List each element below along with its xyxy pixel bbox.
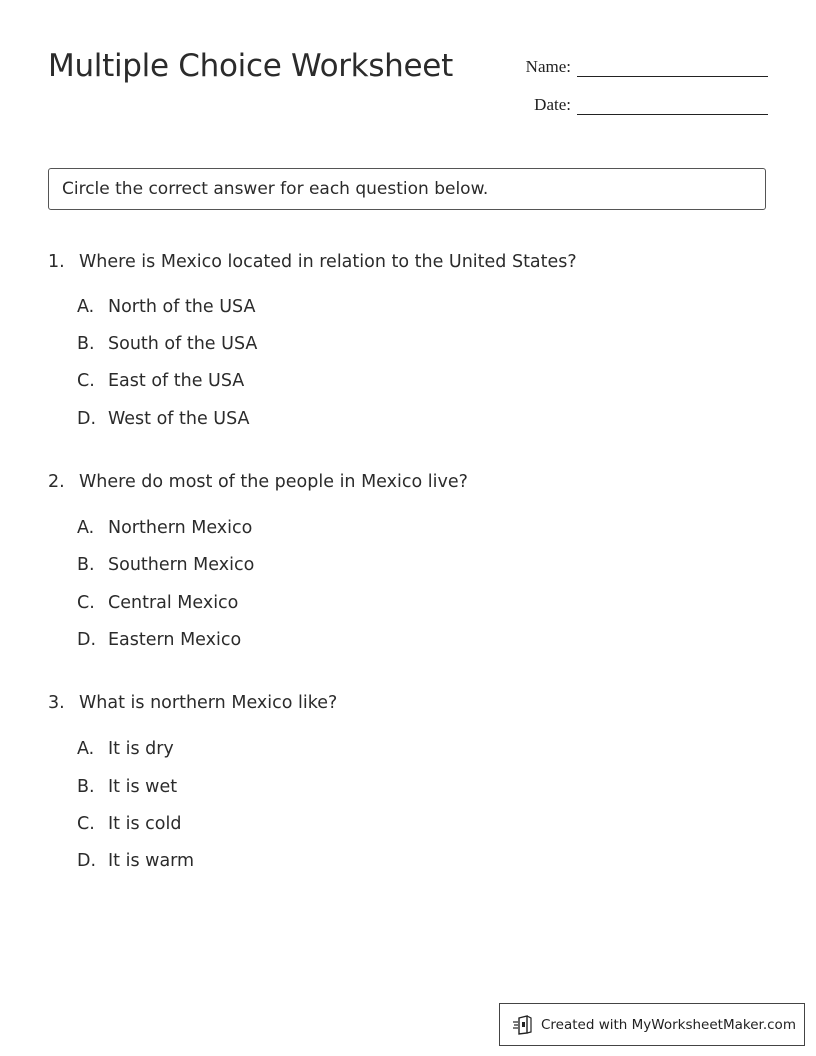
footer-text: Created with MyWorksheetMaker.com [541,1016,796,1033]
question-2-choice-b [77,555,254,575]
question-1-choice-a [77,297,255,317]
date-label: Date: [534,95,571,114]
page-title: Multiple Choice Worksheet [48,48,453,84]
choice-letter: A. [77,297,95,317]
question-number: 3. [48,693,65,713]
choice-letter: A. [77,518,95,538]
choice-letter: B. [77,555,95,575]
choice-text: Southern Mexico [108,555,255,575]
instructions-text: Circle the correct answer for each question below. [62,179,489,199]
question-text: What is northern Mexico like? [79,693,338,713]
question-2-choice-d [77,630,241,650]
choice-text: North of the USA [108,297,256,317]
choice-letter: D. [77,630,97,650]
choice-letter: D. [77,409,97,429]
choice-letter: C. [77,814,95,834]
question-3-choice-c [77,814,181,834]
question-text: Where do most of the people in Mexico live? [79,472,468,492]
worksheet-maker-logo-icon [512,1014,534,1036]
choice-text: It is dry [108,739,174,759]
choice-text: Northern Mexico [108,518,253,538]
name-blank-line [577,54,768,77]
choice-text: It is cold [108,814,182,834]
name-field-row [526,54,768,77]
choice-text: Eastern Mexico [108,630,242,650]
choice-text: East of the USA [108,371,245,391]
question-number: 1. [48,252,65,272]
question-3-choice-a [77,739,174,759]
question-3-choice-d [77,851,194,871]
instructions-box [48,168,766,210]
choice-letter: C. [77,371,95,391]
question-1-choice-c [77,371,244,391]
question-2 [48,472,468,492]
choice-text: West of the USA [108,409,250,429]
question-1 [48,252,577,272]
choice-letter: B. [77,334,95,354]
question-1-choice-d [77,409,250,429]
footer-credit [499,1003,805,1046]
choice-text: Central Mexico [108,593,239,613]
question-number: 2. [48,472,65,492]
name-label: Name: [525,57,571,76]
question-2-choice-c [77,593,238,613]
choice-text: It is warm [108,851,195,871]
question-text: Where is Mexico located in relation to the United States? [79,252,577,272]
choice-text: South of the USA [108,334,258,354]
choice-text: It is wet [108,777,178,797]
question-3-choice-b [77,777,177,797]
question-3 [48,693,337,713]
question-1-choice-b [77,334,257,354]
choice-letter: B. [77,777,95,797]
date-field-row [534,92,768,115]
date-blank-line [577,92,768,115]
choice-letter: C. [77,593,95,613]
question-2-choice-a [77,518,252,538]
choice-letter: A. [77,739,95,759]
choice-letter: D. [77,851,97,871]
